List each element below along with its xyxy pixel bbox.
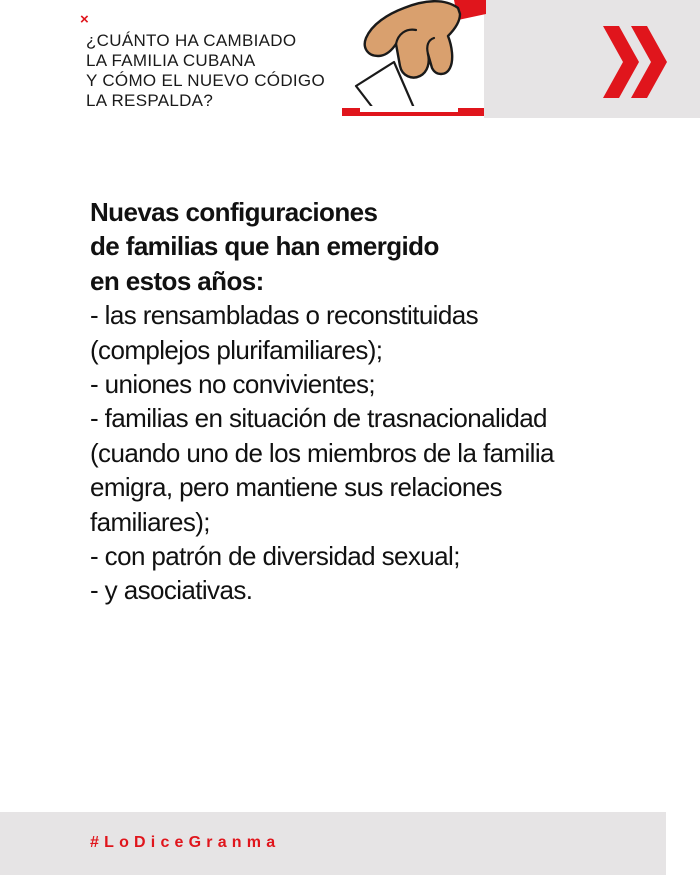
header-title-line: LA FAMILIA CUBANA bbox=[86, 51, 256, 70]
footer bbox=[0, 812, 666, 875]
body-line: familiares); bbox=[90, 506, 210, 537]
hashtag: #LoDiceGranma bbox=[90, 834, 281, 851]
x-mark-icon: × bbox=[80, 11, 89, 28]
header-title-line: ¿CUÁNTO HA CAMBIADO bbox=[86, 31, 297, 50]
body-line: - con patrón de diversidad sexual; bbox=[90, 541, 460, 572]
heading-line: en estos años: bbox=[90, 265, 264, 296]
header-title bbox=[86, 31, 325, 111]
body-line: - familias en situación de trasnacionalidad bbox=[90, 403, 547, 434]
body-line: - uniones no convivientes; bbox=[90, 369, 376, 400]
header-title-line: Y CÓMO EL NUEVO CÓDIGO bbox=[86, 71, 325, 90]
body-line: (complejos plurifamiliares); bbox=[90, 334, 383, 365]
body-line: - las rensambladas o reconstituidas bbox=[90, 300, 478, 331]
content-heading bbox=[90, 195, 680, 298]
header bbox=[0, 0, 700, 118]
heading-line: Nuevas configuraciones bbox=[90, 197, 378, 227]
main-text bbox=[90, 195, 680, 608]
body-line: (cuando uno de los miembros de la familia bbox=[90, 437, 554, 468]
header-title-line: LA RESPALDA? bbox=[86, 91, 214, 110]
double-chevron-right-icon bbox=[603, 26, 669, 98]
hand-casting-ballot-icon bbox=[336, 0, 486, 118]
body-line: - y asociativas. bbox=[90, 575, 253, 606]
heading-line: de familias que han emergido bbox=[90, 231, 439, 262]
body-line: emigra, pero mantiene sus relaciones bbox=[90, 472, 502, 503]
